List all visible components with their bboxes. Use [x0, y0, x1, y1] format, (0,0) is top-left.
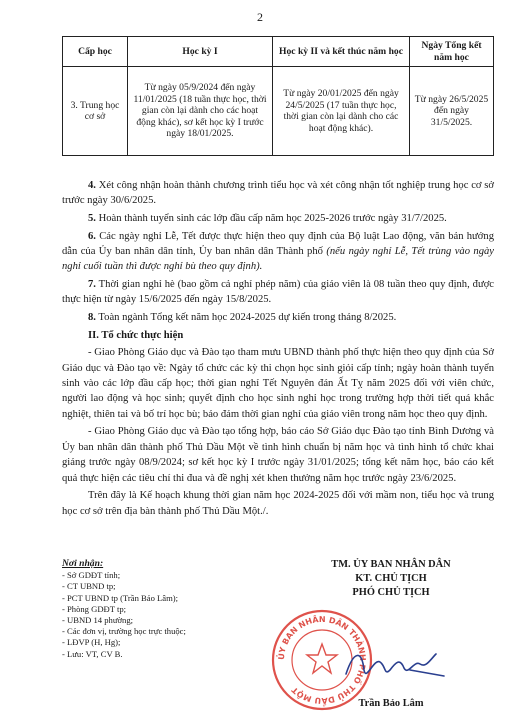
item-6: [62, 229, 494, 275]
seal-star-icon: [307, 644, 337, 673]
recipients-heading: Nơi nhận:: [62, 558, 104, 569]
item-7: [62, 277, 494, 308]
recipients-list: [62, 558, 282, 660]
item-5: [62, 211, 494, 226]
cell-level: 3. Trung học cơ sở: [63, 67, 128, 156]
closing-paragraph: Trên đây là Kế hoạch khung thời gian năm học 2024-2025 đối với mầm non, tiểu học và trung học cơ sở trên địa bàn thành phố Thủ Dầu Một./.: [62, 490, 494, 517]
item-6-italic-note: (nếu ngày nghỉ Lễ, Tết trùng vào ngày nghỉ cuối tuần thì được nghỉ bù theo quy định).: [62, 246, 495, 273]
item-5-text: Hoàn thành tuyển sinh các lớp đầu cấp năm học 2025-2026 trước ngày 31/7/2025.: [98, 213, 447, 224]
header-term-1: Học kỳ I: [128, 37, 273, 67]
table-header-row: [63, 37, 494, 67]
item-6-number: 6.: [88, 230, 96, 242]
handwritten-signature-icon: [340, 640, 450, 690]
recipient-item: - Sở GDĐT tỉnh;: [62, 570, 121, 581]
document-body: [62, 178, 494, 521]
item-8: [62, 310, 494, 325]
signature-title-3: PHÓ CHỦ TỊCH: [352, 587, 430, 598]
section-2-title: II. Tổ chức thực hiện: [88, 329, 184, 341]
recipient-item: - UBND 14 phường;: [62, 615, 134, 626]
header-term-2: Học kỳ II và kết thúc năm học: [273, 37, 410, 67]
table-row: [63, 67, 494, 156]
page-number: 2: [257, 10, 263, 24]
recipient-item: - Lưu: VT, CV B.: [62, 648, 123, 659]
item-6-text: Các ngày nghỉ Lễ, Tết được thực hiện theo quy định của Bộ luật Lao động, văn bản hướng dẫn của Ủy ban nhân dân tỉnh, Ủy ban nhân dân Thành phố: [62, 230, 494, 257]
cell-term-1: Từ ngày 05/9/2024 đến ngày 11/01/2025 (18 tuần thực học, thời gian còn lại dành cho các hoạt động khác), sơ kết học kỳ I trước ngày 18/01/2025.: [128, 67, 273, 156]
item-5-number: 5.: [88, 213, 96, 224]
signer-name: Trần Bảo Lâm: [358, 698, 424, 709]
signature-title-2: KT. CHỦ TỊCH: [355, 573, 427, 584]
recipient-item: - LĐVP (H, Hg);: [62, 637, 121, 648]
signature-block: [288, 558, 494, 600]
seal-text: ỦY BAN NHÂN DÂN THÀNH PHỐ THỦ DẦU MỘT: [276, 614, 368, 706]
item-4: [62, 178, 494, 209]
item-4-number: 4.: [88, 180, 96, 191]
header-summary-date: Ngày Tổng kết năm học: [410, 37, 494, 67]
recipient-item: - PCT UBND tp (Trần Bảo Lâm);: [62, 592, 179, 603]
school-calendar-table: [62, 36, 494, 156]
cell-term-2: Từ ngày 20/01/2025 đến ngày 24/5/2025 (17 tuần thực học, thời gian còn lại dành cho các hoạt động khác).: [273, 67, 410, 156]
section-2-paragraph-1: - Giao Phòng Giáo dục và Đào tạo tham mưu UBND thành phố thực hiện theo quy định của Sở Giáo dục và Đào tạo về: Ngày tổ chức các kỳ thi chọn học sinh giỏi cấp tỉnh; ngày hoàn thành tuyển sinh vào các lớp đầu cấp học; thời gian nghỉ Tết Nguyên đán Ất Tỵ năm 2025 đối với viên chức, người lao động và học sinh; quyết định cho học sinh nghỉ học trong trường hợp thời tiết quá khắc nghiệt, thiên tai và bố trí học bù; bảo đảm thời gian nghỉ của giáo viên trong năm học theo quy định.: [62, 347, 494, 420]
recipient-item: - CT UBND tp;: [62, 581, 116, 592]
item-8-number: 8.: [88, 312, 96, 323]
cell-summary-date: Từ ngày 26/5/2025 đến ngày 31/5/2025.: [410, 67, 494, 156]
section-2-paragraph-2: - Giao Phòng Giáo dục và Đào tạo tổng hợp, báo cáo Sở Giáo dục Đào tạo tỉnh Bình Dương và Ủy ban nhân dân thành phố Thủ Dầu Một về tình hình chuẩn bị năm học và tình hình tổ chức khai giảng trước ngày 08/9/2024; sơ kết học kỳ I trước ngày 31/01/2025; tổng kết năm học, báo cáo kết quả thực hiện các tiêu chí thi đua và đề nghị xét khen thưởng năm học trước ngày 23/6/2025.: [62, 426, 494, 484]
recipient-item: - Các đơn vị, trường học trực thuộc;: [62, 626, 186, 637]
item-8-text: Toàn ngành Tổng kết năm học 2024-2025 dự kiến trong tháng 8/2025.: [98, 312, 397, 323]
item-7-text: Thời gian nghỉ hè (bao gồm cả nghỉ phép năm) của giáo viên là 08 tuần theo quy định, được thực hiện từ ngày 15/6/2025 đến ngày 15/8/2025.: [62, 279, 494, 306]
header-level: Cấp học: [63, 37, 128, 67]
item-4-text: Xét công nhận hoàn thành chương trình tiểu học và xét công nhận tốt nghiệp trung học cơ sở trước ngày 30/6/2025.: [62, 180, 494, 207]
item-7-number: 7.: [88, 279, 96, 290]
recipient-item: - Phòng GDĐT tp;: [62, 603, 127, 614]
signature-title-1: TM. ỦY BAN NHÂN DÂN: [331, 559, 451, 570]
